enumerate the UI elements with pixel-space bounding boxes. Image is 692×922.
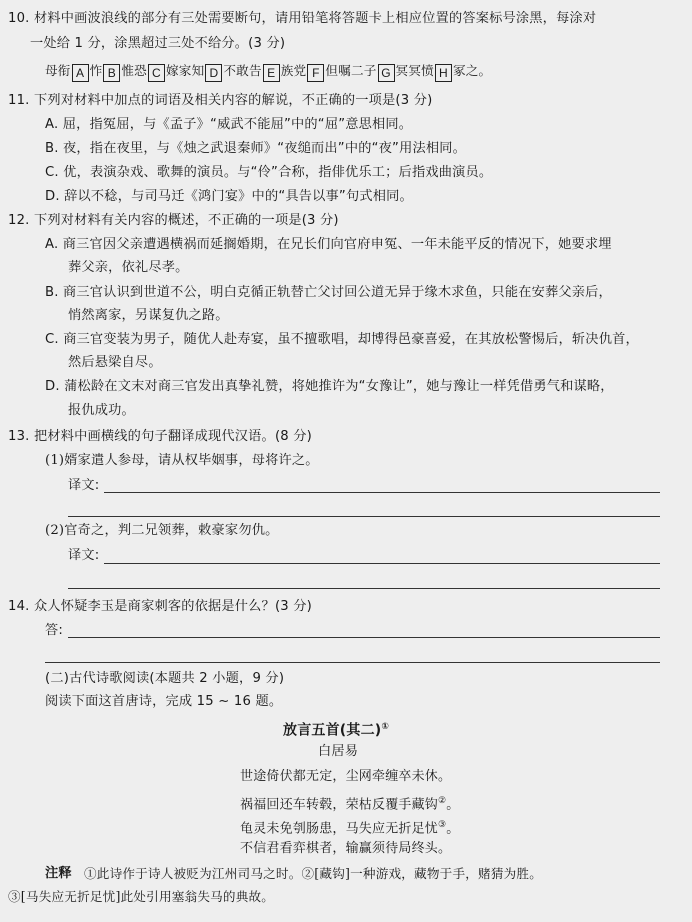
notes-label: 注释 xyxy=(45,866,72,881)
poem-title-note: ① xyxy=(381,722,390,732)
notes-line-1: ①此诗作于诗人被贬为江州司马之时。②[藏钩]一种游戏，藏物于手，赌猜为胜。 xyxy=(84,866,543,881)
q11-option-b: B. 夜，指在夜里，与《烛之武退秦师》“夜缒而出”中的“夜”用法相同。 xyxy=(45,141,467,156)
poem-line-text: 祸福回还车转毂，荣枯反覆手藏钩 xyxy=(240,797,439,813)
poem-line-note: ③ xyxy=(438,820,447,830)
q10-seg: 但嘱二子 xyxy=(325,63,377,78)
q14-answer-label: 答: xyxy=(45,623,64,638)
poem-title xyxy=(283,718,389,740)
q11-option-d: D. 辞以不稔，与司马迁《鸿门宴》中的“具告以事”句式相同。 xyxy=(45,189,413,204)
poem-line xyxy=(240,768,451,786)
answer-line[interactable] xyxy=(104,492,660,493)
q12-option-a: A. 商三官因父亲遭遇横祸而延搁婚期，在兄长们向官府申冤、一年未能平反的情况下，她要求埋 xyxy=(45,237,612,252)
poem-line-text: 龟灵未免刳肠患，马失应无折足忧 xyxy=(240,821,439,837)
q10-label-box[interactable]: B xyxy=(103,64,120,82)
q10-seg: 怍 xyxy=(89,63,103,78)
poem-line-note: ② xyxy=(438,796,447,806)
q13-translate-label-1: 译文: xyxy=(68,478,100,493)
q12-option-b: B. 商三官认识到世道不公，明白克循正轨替亡父讨回公道无异于缘木求鱼，只能在安葬父亲后， xyxy=(45,285,612,300)
answer-line[interactable] xyxy=(104,563,660,564)
q10-label-box[interactable]: A xyxy=(72,64,89,82)
q10-seg: 嫁家知 xyxy=(165,63,205,78)
q10-seg: 冢之。 xyxy=(452,63,492,78)
q12-stem: 12. 下列对材料有关内容的概述，不正确的一项是(3 分) xyxy=(8,213,339,228)
q13-sentence-1: (1)婿家遣人参母，请从权毕姻事，母将许之。 xyxy=(45,453,319,468)
answer-line[interactable] xyxy=(68,637,660,638)
q10-label-box[interactable]: G xyxy=(378,64,395,82)
answer-line[interactable] xyxy=(68,588,660,589)
q10-seg: 惟恐 xyxy=(121,63,147,78)
q13-translate-label-2: 译文: xyxy=(68,548,100,563)
poem-author: 白居易 xyxy=(318,744,359,759)
q14-stem: 14. 众人怀疑李玉是商家刺客的依据是什么？(3 分) xyxy=(8,599,312,614)
q10-seg: 不敢告 xyxy=(223,63,262,78)
q13-stem: 13. 把材料中画横线的句子翻译成现代汉语。(8 分) xyxy=(8,429,312,444)
q11-option-a: A. 屈，指冤屈，与《孟子》“威武不能屈”中的“屈”意思相同。 xyxy=(45,117,413,132)
q10-seg: 族党 xyxy=(280,63,307,78)
section-intro: 阅读下面这首唐诗，完成 15 ~ 16 题。 xyxy=(45,694,283,709)
q10-sentence xyxy=(45,62,491,82)
poem-line: 祸福回还车转毂，荣枯反覆手藏钩②。 xyxy=(240,796,460,813)
q10-label-box[interactable]: H xyxy=(435,64,452,82)
poem-title-text: 放言五首(其二) xyxy=(283,722,382,739)
section-heading: (二)古代诗歌阅读(本题共 2 小题，9 分) xyxy=(45,671,285,686)
notes-line-2: ③[马失应无折足忧]此处引用塞翁失马的典故。 xyxy=(8,889,275,904)
q10-seg: 母衔 xyxy=(45,63,71,78)
q12-option-d: D. 蒲松龄在文末对商三官发出真挚礼赞，将她推许为“女豫让”，她与豫让一样凭借勇气和谋略， xyxy=(45,379,614,394)
poem-line-text: 不信君看弈棋者，输赢须待局终头。 xyxy=(240,841,452,856)
q10-label-box[interactable]: E xyxy=(263,64,280,82)
q12-option-d-cont: 报仇成功。 xyxy=(68,403,135,418)
poem-line xyxy=(240,840,451,858)
poem-line-text: 世途倚伏都无定，尘网牵缠卒未休。 xyxy=(240,769,452,784)
q13-sentence-2: (2)官奇之，判二兄领葬，敕豪家勿仇。 xyxy=(45,523,279,538)
q11-option-c: C. 优，表演杂戏、歌舞的演员。与“伶”合称，指俳优乐工；后指戏曲演员。 xyxy=(45,165,493,180)
q10-label-box[interactable]: F xyxy=(307,64,324,82)
q12-option-a-cont: 葬父亲，依礼尽孝。 xyxy=(68,260,189,275)
poem-line: 龟灵未免刳肠患，马失应无折足忧③。 xyxy=(240,820,460,837)
answer-line[interactable] xyxy=(68,516,660,517)
q11-stem: 11. 下列对材料中加点的词语及相关内容的解说，不正确的一项是(3 分) xyxy=(8,93,433,108)
q10-label-box[interactable]: C xyxy=(148,64,165,82)
q12-option-b-cont: 悄然离家，另谋复仇之路。 xyxy=(68,308,229,323)
answer-line[interactable] xyxy=(45,662,660,663)
q10-seg: 冥冥愤 xyxy=(395,63,434,78)
q12-option-c: C. 商三官变装为男子，随优人赴寿宴，虽不擅歌唱，却博得邑豪喜爱，在其放松警惕后，斩决仇首， xyxy=(45,332,639,347)
q10-stem-line2: 一处给 1 分，涂黑超过三处不给分。(3 分) xyxy=(30,36,286,51)
q12-option-c-cont: 然后悬梁自尽。 xyxy=(68,355,162,370)
q10-stem-line1: 10. 材料中画波浪线的部分有三处需要断句，请用铅笔将答题卡上相应位置的答案标号涂黑，每涂对 xyxy=(8,11,597,26)
q10-label-box[interactable]: D xyxy=(205,64,222,82)
